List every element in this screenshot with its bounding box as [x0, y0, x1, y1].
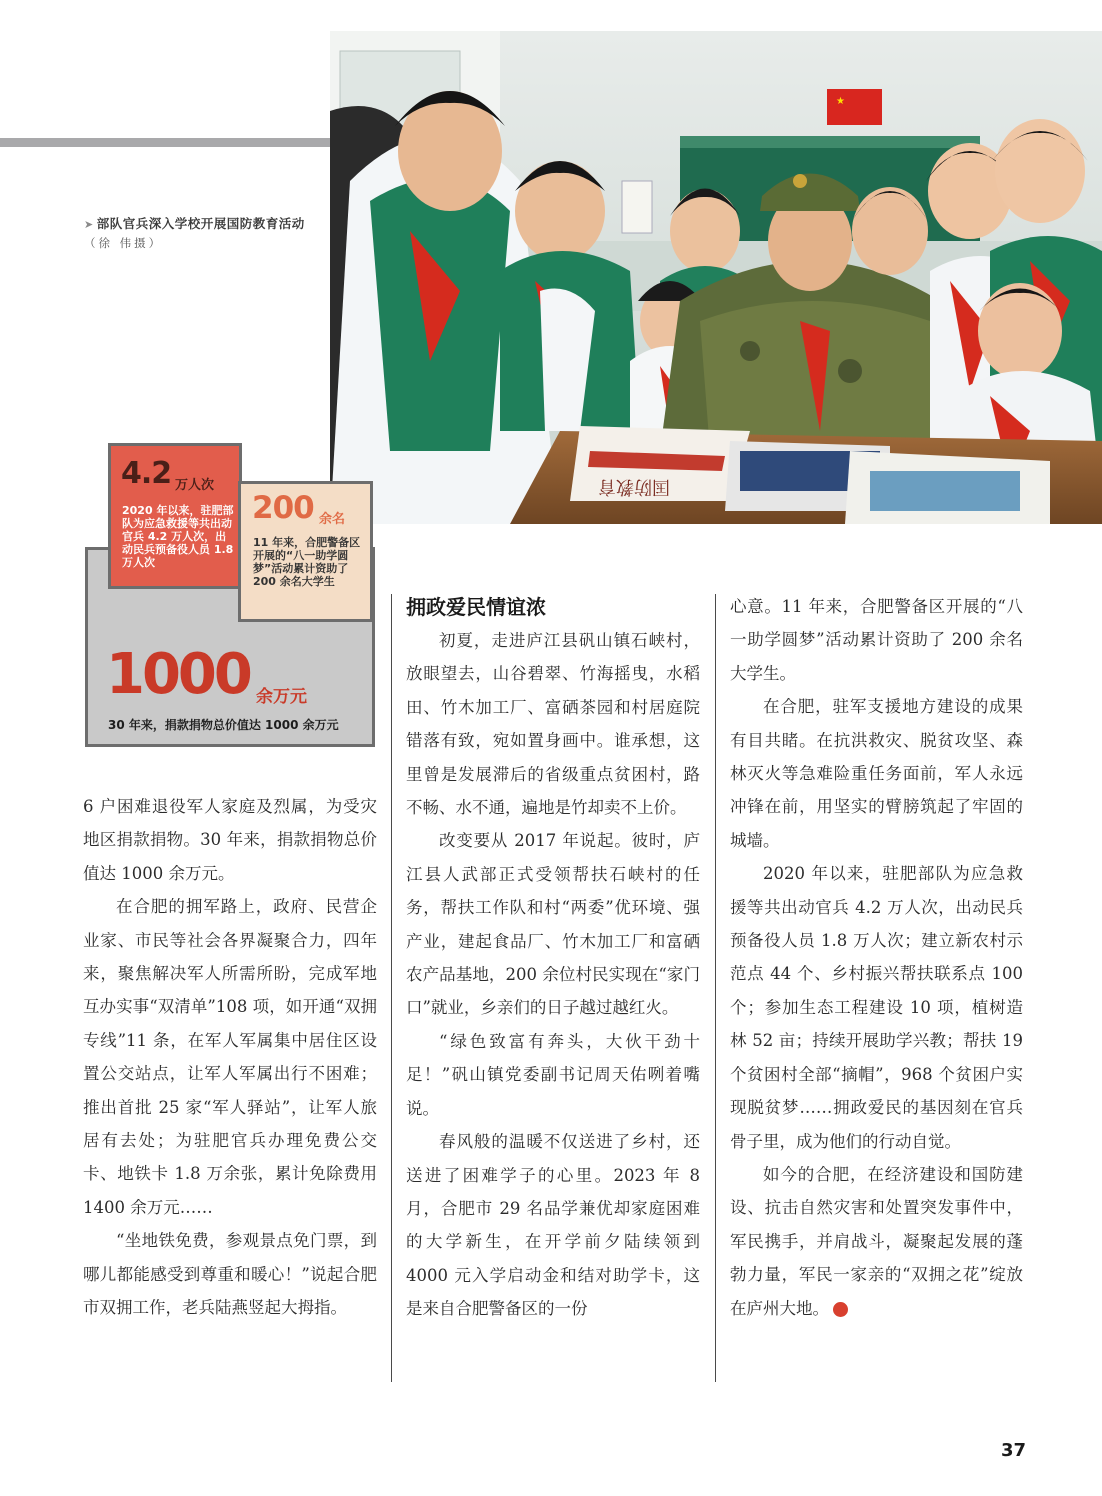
stat-unit: 万人次: [175, 478, 215, 493]
article-column-3: [730, 590, 1023, 1325]
stat-number: 1000: [106, 642, 250, 707]
paragraph: 春风般的温暖不仅送进了乡村，还送进了困难学子的心里。2023 年 8 月，合肥市 29 名品学兼优却家庭困难的大学新生，在开学前夕陆续领到 4000 元入学启动金和结对助学卡，这是来自合肥警备区的一份: [406, 1132, 700, 1319]
paragraph: 如今的合肥，在经济建设和国防建设、抗击自然灾害和处置突发事件中，军民携手，并肩战斗，凝聚起发展的蓬勃力量，军民一家亲的“双拥之花”绽放在庐州大地。: [730, 1164, 1023, 1318]
column-divider: [391, 594, 392, 1382]
header-rule: [0, 138, 330, 147]
article-column-2: [406, 590, 700, 1326]
article-column-1: [83, 790, 377, 1325]
stat-unit: 余万元: [256, 687, 307, 707]
stat-box-troops: [108, 443, 242, 589]
paragraph: “绿色致富有奔头，大伙干劲十足！”矾山镇党委副书记周天佑咧着嘴说。: [406, 1031, 700, 1118]
stat-unit: 余名: [319, 512, 346, 527]
photo-illustration: [330, 31, 1102, 524]
stat-number: 200: [252, 490, 314, 526]
caption-arrow-icon: ➤: [84, 218, 94, 231]
end-mark-icon: N: [833, 1302, 848, 1317]
book-title: 国防教育: [598, 476, 670, 497]
stat-description: 2020 年以来，驻肥部队为应急救援等共出动官兵 4.2 万人次，出动民兵预备役人员 1.8 万人次: [122, 504, 234, 569]
paragraph: 2020 年以来，驻肥部队为应急救援等共出动官兵 4.2 万人次，出动民兵预备役人员 1.8 万人次；建立新农村示范点 44 个、乡村振兴帮扶联系点 100 个；参加生态工程建设 10 项，植树造林 52 亩；持续开展助学兴教；帮扶 19 个贫困村全部“摘帽”，968 个贫困户实现脱贫梦……拥政爱民的基因刻在官兵骨子里，成为他们的行动自觉。: [730, 864, 1023, 1151]
svg-text:★: ★: [836, 96, 845, 107]
paragraph: 6 户困难退役军人家庭及烈属，为受灾地区捐款捐物。30 年来，捐款捐物总价值达 1000 余万元。: [83, 797, 377, 883]
paragraph: 在合肥，驻军支援地方建设的成果有目共睹。在抗洪救灾、脱贫攻坚、森林灭火等急难险重任务面前，军人永远冲锋在前，用坚实的臂膀筑起了牢固的城墙。: [730, 697, 1023, 850]
caption-credit: （徐 伟摄）: [84, 236, 164, 250]
paragraph: 心意。11 年来，合肥警备区开展的“八一助学圆梦”活动累计资助了 200 余名大学生。: [730, 597, 1023, 683]
stat-number: 4.2: [121, 456, 172, 491]
paragraph: “坐地铁免费，参观景点免门票，到哪儿都能感受到尊重和暖心！”说起合肥市双拥工作，老兵陆燕竖起大拇指。: [83, 1231, 377, 1318]
cover-photo: [330, 31, 1102, 524]
stat-description: 11 年来，合肥警备区开展的“八一助学圆梦”活动累计资助了 200 余名大学生: [253, 536, 361, 588]
caption-text: 部队官兵深入学校开展国防教育活动: [96, 216, 305, 231]
paragraph: 初夏，走进庐江县矾山镇石峡村，放眼望去，山谷碧翠、竹海摇曳，水稻田、竹木加工厂、富硒茶园和村居庭院错落有致，宛如置身画中。谁承想，这里曾是发展滞后的省级重点贫困村，路不畅、水不通，遍地是竹却卖不上价。: [406, 631, 700, 818]
page-number: 37: [1001, 1440, 1027, 1461]
stat-box-students: [238, 481, 373, 622]
paragraph: 在合肥的拥军路上，政府、民营企业家、市民等社会各界凝聚合力，四年来，聚焦解决军人所需所盼，完成军地互办实事“双清单”108 项，如开通“双拥专线”11 条，在军人军属集中居住区设置公交站点，让军人军属出行不困难；推出首批 25 家“军人驿站”，让军人旅居有去处；为驻肥官兵办理免费公交卡、地铁卡 1.8 万余张，累计免除费用 1400 余万元……: [83, 897, 377, 1217]
stat-description: 30 年来，捐款捐物总价值达 1000 余万元: [108, 718, 339, 732]
photo-caption: [84, 214, 324, 251]
column-divider: [715, 594, 716, 1382]
section-heading: 拥政爱民情谊浓: [406, 595, 546, 619]
paragraph: 改变要从 2017 年说起。彼时，庐江县人武部正式受领帮扶石峡村的任务，帮扶工作队和村“两委”优环境、强产业，建起食品厂、竹木加工厂和富硒农产品基地，200 余位村民实现在“家门口”就业，乡亲们的日子越过越红火。: [406, 831, 700, 1018]
